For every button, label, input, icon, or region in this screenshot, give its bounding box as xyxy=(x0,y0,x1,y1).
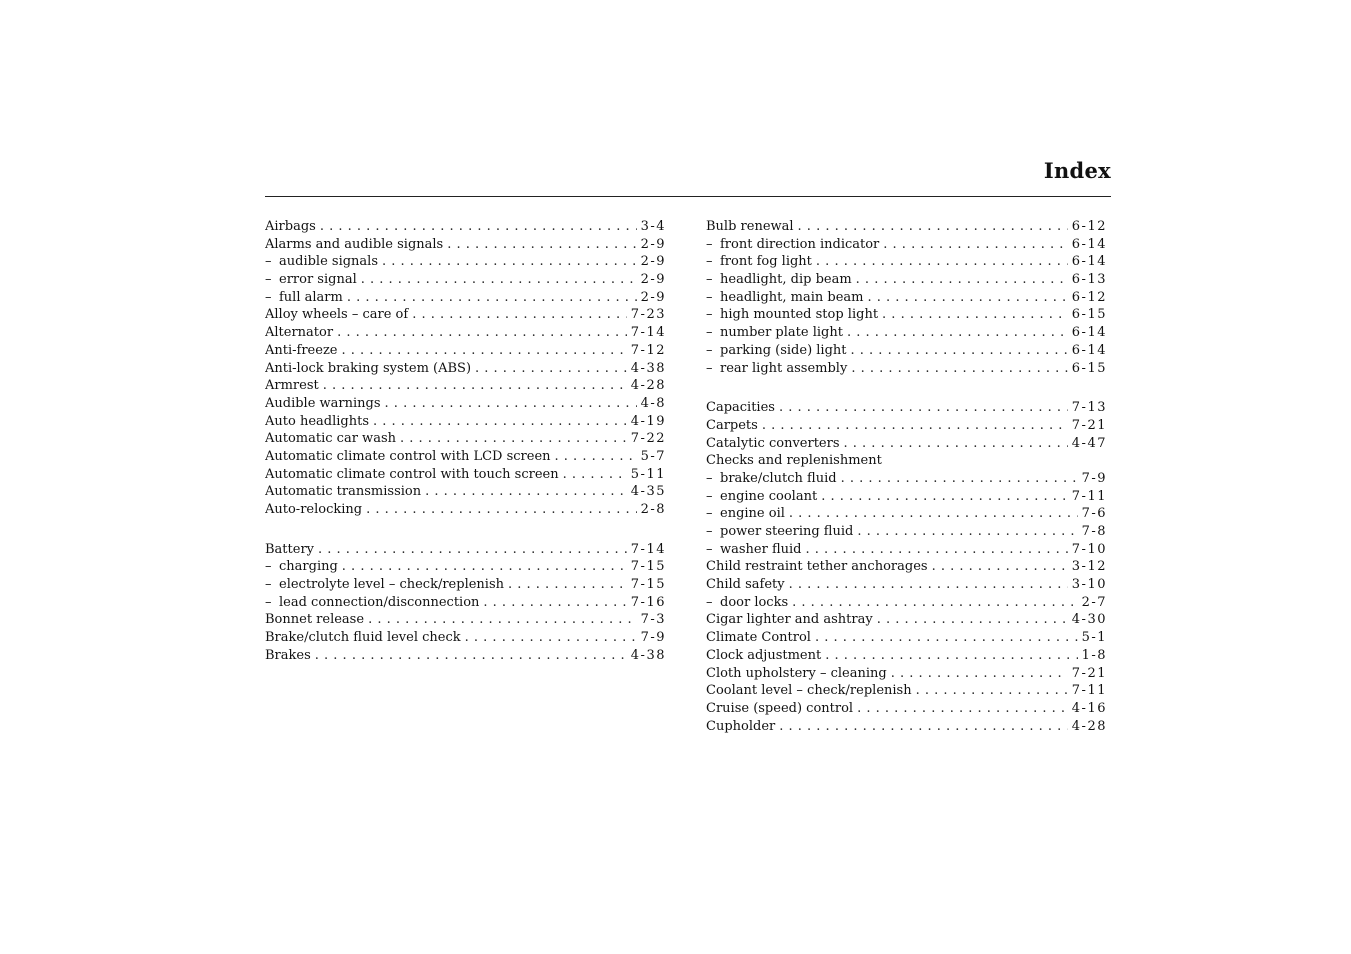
dot-leader xyxy=(916,682,1068,700)
dot-leader xyxy=(856,271,1068,289)
index-term: – full alarm xyxy=(265,289,343,307)
dot-leader xyxy=(366,501,636,519)
page-reference: 7-11 xyxy=(1071,488,1107,504)
index-term: Battery xyxy=(265,541,315,557)
index-entry xyxy=(706,435,1107,453)
index-subentry xyxy=(706,594,1107,612)
index-term: – electrolyte level – check/replenish xyxy=(265,576,504,594)
page-reference: 3-12 xyxy=(1071,559,1107,575)
dot-leader xyxy=(825,647,1077,665)
dot-leader xyxy=(762,417,1068,435)
index-term: Automatic climate control with LCD screen xyxy=(265,448,551,464)
page-reference: 6-14 xyxy=(1071,254,1107,270)
index-entry xyxy=(265,541,666,559)
dot-leader xyxy=(483,594,626,612)
index-term: Auto-relocking xyxy=(265,502,363,517)
page-reference: 7-21 xyxy=(1071,665,1107,681)
page-reference: 4-28 xyxy=(1071,718,1107,734)
page-reference: 7-15 xyxy=(630,559,666,575)
dot-leader xyxy=(447,236,636,254)
index-entry xyxy=(265,611,666,629)
page-reference: 7-8 xyxy=(1081,524,1107,539)
page-reference: 6-15 xyxy=(1071,360,1107,376)
index-entry xyxy=(265,430,666,448)
title-divider xyxy=(265,196,1111,197)
index-subentry xyxy=(706,306,1107,324)
index-subentry xyxy=(706,523,1107,541)
index-term: Catalytic converters xyxy=(706,435,840,451)
page-reference: 4-38 xyxy=(630,647,666,663)
dot-leader xyxy=(867,289,1067,307)
index-entry xyxy=(265,236,666,254)
page-reference: 2-8 xyxy=(640,502,666,517)
dot-leader xyxy=(851,342,1068,360)
dot-leader xyxy=(847,324,1068,342)
dot-leader xyxy=(425,483,627,501)
dot-leader xyxy=(798,218,1068,236)
page-reference: 6-14 xyxy=(1071,236,1107,252)
page-reference: 7-23 xyxy=(630,307,666,323)
index-entry xyxy=(265,324,666,342)
index-term: – engine oil xyxy=(706,505,785,523)
page-reference: 7-9 xyxy=(1081,470,1107,486)
page-reference: 3-10 xyxy=(1071,577,1107,593)
dot-leader xyxy=(337,324,627,342)
index-subentry xyxy=(706,470,1107,488)
index-column-right xyxy=(706,218,1107,735)
index-entry xyxy=(706,218,1107,236)
dot-leader xyxy=(857,523,1077,541)
index-term: Cigar lighter and ashtray xyxy=(706,612,873,628)
index-group xyxy=(706,399,1107,735)
page-reference: 7-10 xyxy=(1071,541,1107,557)
index-subentry xyxy=(706,360,1107,378)
index-entry xyxy=(265,466,666,484)
index-subentry xyxy=(706,271,1107,289)
index-entry xyxy=(706,558,1107,576)
index-term: Checks and replenishment xyxy=(706,453,882,469)
index-term: Cloth upholstery – cleaning xyxy=(706,665,887,681)
index-entry xyxy=(265,501,666,519)
index-term: Audible warnings xyxy=(265,395,381,411)
dot-leader xyxy=(891,665,1068,683)
index-entry xyxy=(265,483,666,501)
index-entry xyxy=(265,360,666,378)
index-entry xyxy=(265,647,666,665)
dot-leader xyxy=(816,253,1068,271)
index-entry xyxy=(265,218,666,236)
dot-leader xyxy=(342,558,627,576)
dot-leader xyxy=(806,541,1068,559)
dot-leader xyxy=(789,505,1078,523)
index-term: – front direction indicator xyxy=(706,236,879,254)
index-entry xyxy=(265,395,666,413)
index-term: – washer fluid xyxy=(706,541,802,559)
index-term: – front fog light xyxy=(706,253,812,271)
page-reference: 3-4 xyxy=(640,219,666,234)
dot-leader xyxy=(563,466,627,484)
index-term: Automatic car wash xyxy=(265,431,396,447)
index-subentry xyxy=(706,289,1107,307)
index-term: Automatic climate control with touch screen xyxy=(265,466,559,482)
page-reference: 7-13 xyxy=(1071,400,1107,416)
index-entry xyxy=(706,452,1107,470)
index-subentry xyxy=(706,253,1107,271)
index-term: Auto headlights xyxy=(265,413,369,429)
dot-leader xyxy=(318,541,627,559)
index-entry xyxy=(265,629,666,647)
dot-leader xyxy=(382,253,637,271)
page-reference: 7-11 xyxy=(1071,683,1107,699)
dot-leader xyxy=(789,576,1068,594)
index-entry xyxy=(265,448,666,466)
page-reference: 7-14 xyxy=(630,541,666,557)
index-term: Airbags xyxy=(265,219,316,234)
index-term: Brake/clutch fluid level check xyxy=(265,630,461,646)
index-entry xyxy=(265,377,666,395)
dot-leader xyxy=(347,289,637,307)
index-term: Alternator xyxy=(265,325,334,341)
index-term: Capacities xyxy=(706,400,775,416)
page-reference: 1-8 xyxy=(1081,647,1107,663)
index-term: Alloy wheels – care of xyxy=(265,307,409,323)
page-reference: 6-12 xyxy=(1071,289,1107,305)
page-reference: 6-13 xyxy=(1071,272,1107,288)
dot-leader xyxy=(323,377,627,395)
index-subentry xyxy=(265,594,666,612)
dot-leader xyxy=(412,306,627,324)
page-reference: 7-12 xyxy=(630,342,666,358)
dot-leader xyxy=(320,218,637,236)
dot-leader xyxy=(465,629,637,647)
page-reference: 4-30 xyxy=(1071,612,1107,628)
index-term: Cupholder xyxy=(706,718,776,734)
index-term: – rear light assembly xyxy=(706,360,847,378)
index-term: Brakes xyxy=(265,647,311,663)
page-reference: 7-22 xyxy=(630,431,666,447)
index-subentry xyxy=(265,558,666,576)
page-reference: 5-11 xyxy=(630,466,666,482)
index-term: Anti-lock braking system (ABS) xyxy=(265,360,472,376)
dot-leader xyxy=(792,594,1077,612)
dot-leader xyxy=(883,236,1068,254)
index-term: – headlight, main beam xyxy=(706,289,863,307)
page-reference: 6-14 xyxy=(1071,325,1107,341)
dot-leader xyxy=(555,448,637,466)
index-entry xyxy=(706,611,1107,629)
index-subentry xyxy=(706,488,1107,506)
index-term: – parking (side) light xyxy=(706,342,847,360)
dot-leader xyxy=(851,360,1067,378)
dot-leader xyxy=(821,488,1068,506)
index-term: Clock adjustment xyxy=(706,647,822,663)
index-entry xyxy=(706,417,1107,435)
index-term: – high mounted stop light xyxy=(706,306,878,324)
page-reference: 4-16 xyxy=(1071,700,1107,716)
index-group xyxy=(265,218,666,519)
index-term: Armrest xyxy=(265,378,319,394)
index-entry xyxy=(706,665,1107,683)
index-entry xyxy=(706,629,1107,647)
index-term: Child restraint tether anchorages xyxy=(706,559,928,575)
index-term: Climate Control xyxy=(706,630,811,646)
page-reference: 4-38 xyxy=(630,360,666,376)
index-term: – door locks xyxy=(706,594,788,612)
dot-leader xyxy=(882,306,1068,324)
index-entry xyxy=(706,682,1107,700)
index-subentry xyxy=(706,541,1107,559)
dot-leader xyxy=(373,413,627,431)
index-term: Bulb renewal xyxy=(706,219,794,234)
dot-leader xyxy=(361,271,637,289)
index-entry xyxy=(265,306,666,324)
page-reference: 6-14 xyxy=(1071,342,1107,358)
index-term: – brake/clutch fluid xyxy=(706,470,837,488)
dot-leader xyxy=(475,360,627,378)
index-subentry xyxy=(265,253,666,271)
page-reference: 4-47 xyxy=(1071,435,1107,451)
page-reference: 6-12 xyxy=(1071,219,1107,234)
dot-leader xyxy=(844,435,1068,453)
index-term: Coolant level – check/replenish xyxy=(706,683,912,699)
index-entry xyxy=(706,718,1107,736)
index-entry xyxy=(706,647,1107,665)
index-subentry xyxy=(706,236,1107,254)
page-reference: 7-9 xyxy=(640,630,666,646)
index-term: Bonnet release xyxy=(265,612,365,628)
index-term: Cruise (speed) control xyxy=(706,700,854,716)
dot-leader xyxy=(841,470,1078,488)
page-reference: 5-7 xyxy=(640,448,666,464)
index-entry xyxy=(265,413,666,431)
index-subentry xyxy=(706,505,1107,523)
dot-leader xyxy=(779,399,1068,417)
page-reference: 5-1 xyxy=(1081,630,1107,646)
index-term: – engine coolant xyxy=(706,488,817,506)
dot-leader xyxy=(815,629,1078,647)
dot-leader xyxy=(877,611,1068,629)
dot-leader xyxy=(508,576,627,594)
dot-leader xyxy=(932,558,1068,576)
page-reference: 7-16 xyxy=(630,594,666,610)
dot-leader xyxy=(368,611,637,629)
index-subentry xyxy=(706,342,1107,360)
index-term: Carpets xyxy=(706,417,758,433)
page-reference: 4-19 xyxy=(630,413,666,429)
dot-leader xyxy=(400,430,627,448)
page-reference: 4-35 xyxy=(630,484,666,500)
index-term: – audible signals xyxy=(265,253,378,271)
index-term: Automatic transmission xyxy=(265,484,422,500)
index-subentry xyxy=(265,576,666,594)
page-reference: 7-14 xyxy=(630,325,666,341)
page-reference: 2-9 xyxy=(640,289,666,305)
dot-leader xyxy=(857,700,1068,718)
index-entry xyxy=(265,342,666,360)
index-term: – charging xyxy=(265,558,338,576)
index-term: Alarms and audible signals xyxy=(265,236,444,252)
index-term: – power steering fluid xyxy=(706,523,853,541)
index-column-left xyxy=(265,218,666,665)
index-subentry xyxy=(265,289,666,307)
page-reference: 2-9 xyxy=(640,272,666,288)
index-term: – error signal xyxy=(265,271,357,289)
index-subentry xyxy=(265,271,666,289)
index-entry xyxy=(706,399,1107,417)
dot-leader xyxy=(385,395,637,413)
page-reference: 6-15 xyxy=(1071,307,1107,323)
page-title: Index xyxy=(1043,158,1111,183)
page-reference: 4-28 xyxy=(630,378,666,394)
index-entry xyxy=(706,576,1107,594)
page-reference: 2-9 xyxy=(640,236,666,252)
dot-leader xyxy=(315,647,627,665)
index-group xyxy=(706,218,1107,377)
index-term: Anti-freeze xyxy=(265,342,338,358)
page-reference: 2-7 xyxy=(1081,594,1107,610)
page-reference: 4-8 xyxy=(640,395,666,411)
page-reference: 7-15 xyxy=(630,577,666,593)
index-term: Child safety xyxy=(706,577,785,593)
index-term: – lead connection/disconnection xyxy=(265,594,479,612)
index-group xyxy=(265,541,666,665)
page-reference: 7-3 xyxy=(640,612,666,628)
page-reference: 7-6 xyxy=(1081,506,1107,522)
dot-leader xyxy=(342,342,627,360)
index-term: – number plate light xyxy=(706,324,843,342)
page-reference: 2-9 xyxy=(640,254,666,270)
dot-leader xyxy=(779,718,1068,736)
index-term: – headlight, dip beam xyxy=(706,271,852,289)
index-subentry xyxy=(706,324,1107,342)
page-reference: 7-21 xyxy=(1071,417,1107,433)
index-entry xyxy=(706,700,1107,718)
